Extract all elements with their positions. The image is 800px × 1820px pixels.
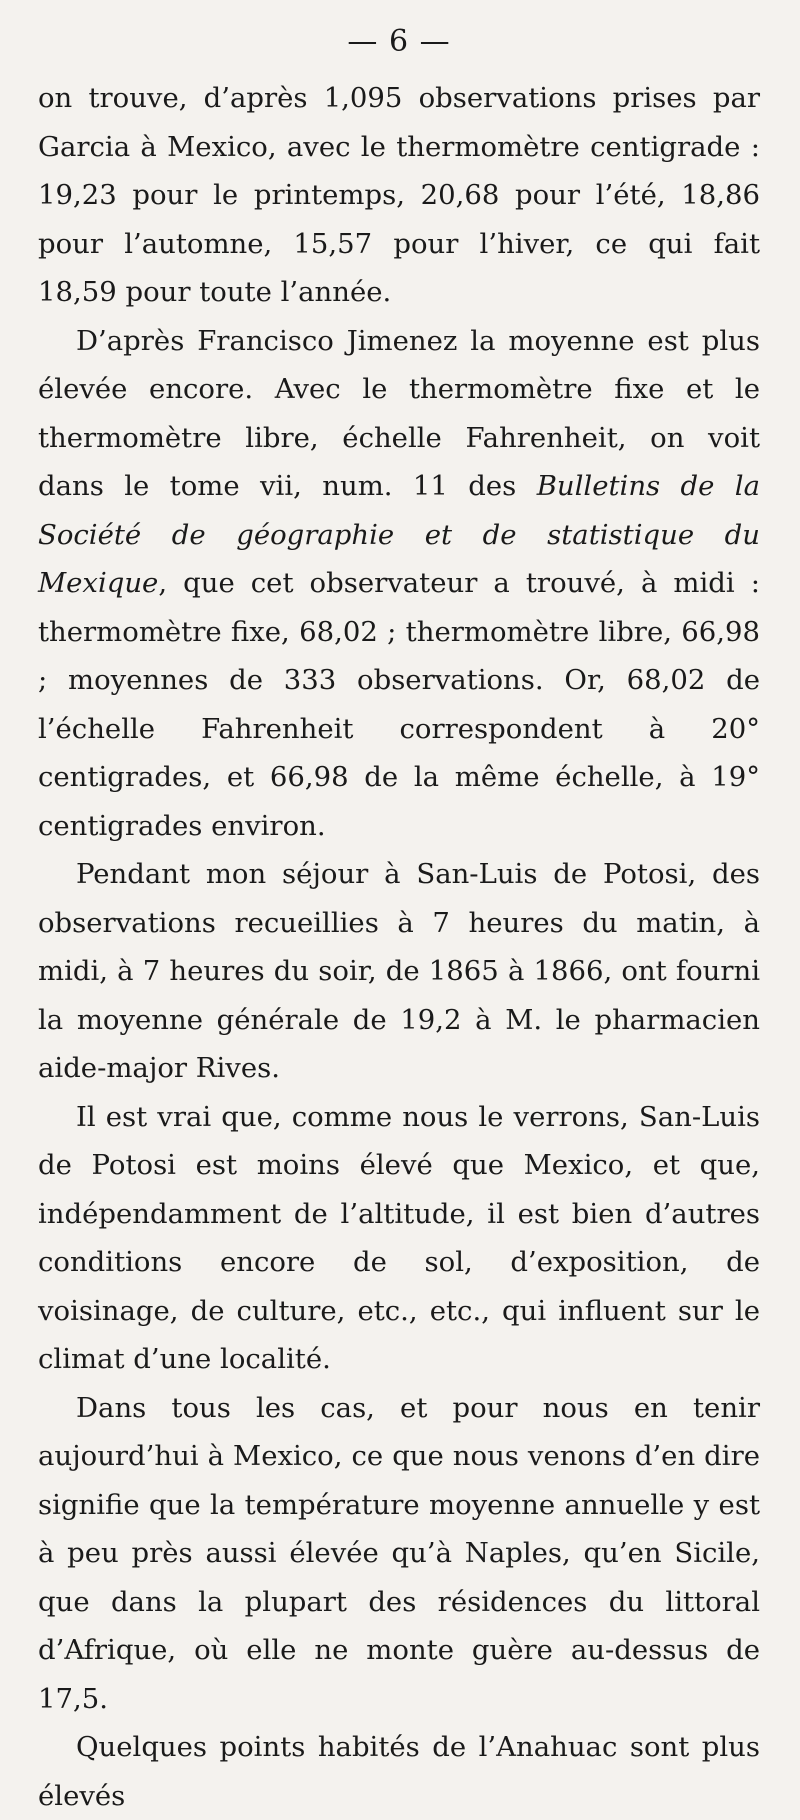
paragraph xyxy=(38,317,760,851)
text-segment: Dans tous les cas, et pour nous en tenir aujourd’hui à Mexico, ce que nous venons d’en dire signifie que la température moyenne annuelle y est à peu près aussi élevée qu’à Naples, qu’en Sicile, que dans la plupart des résidences du littoral d’Afrique, où elle ne monte guère au-dessus de 17,5. xyxy=(38,1391,760,1715)
paragraph xyxy=(38,1723,760,1820)
text-segment: Quelques points habités de l’Anahuac sont plus élevés xyxy=(38,1731,760,1812)
body-text xyxy=(38,74,760,1820)
paragraph xyxy=(38,74,760,317)
text-segment: D’après Francisco Jimenez la moyenne est plus élevée encore. Avec le thermomètre fixe et le thermomètre libre, échelle Fahrenheit, on voit dans le tome vii, num. 11 des xyxy=(38,324,760,502)
text-segment: on trouve, d’après 1,095 observations prises par Garcia à Mexico, avec le thermomètre centigrade : 19,23 pour le printemps, 20,68 pour l’été, 18,86 pour l’automne, 15,57 pour l’hiver, ce qui fait 18,59 pour toute l’année. xyxy=(38,82,760,308)
paragraph xyxy=(38,1093,760,1384)
text-segment: Il est vrai que, comme nous le verrons, San-Luis de Potosi est moins élevé que Mexico, et que, indépendamment de l’altitude, il est bien d’autres conditions encore de sol, d’exposition, de voisinage, de culture, etc., etc., qui influent sur le climat d’une localité. xyxy=(38,1100,760,1375)
paragraph xyxy=(38,850,760,1093)
text-segment: , que cet observateur a trouvé, à midi : thermomètre fixe, 68,02 ; thermomètre libre, 66,98 ; moyennes de 333 observations. Or, 68,02 de l’échelle Fahrenheit correspondent à 20° centigrades, et 66,98 de la même échelle, à 19° centigrades environ. xyxy=(38,567,760,842)
italic-text-segment: Bulletins de la Société de géographie et de statistique du Mexique xyxy=(38,470,760,599)
paragraph xyxy=(38,1384,760,1724)
text-segment: Pendant mon séjour à San-Luis de Potosi, des observations recueillies à 7 heures du matin, à midi, à 7 heures du soir, de 1865 à 1866, ont fourni la moyenne générale de 19,2 à M. le pharmacien aide-major Rives. xyxy=(38,858,760,1084)
page-number: — 6 — xyxy=(347,24,451,59)
